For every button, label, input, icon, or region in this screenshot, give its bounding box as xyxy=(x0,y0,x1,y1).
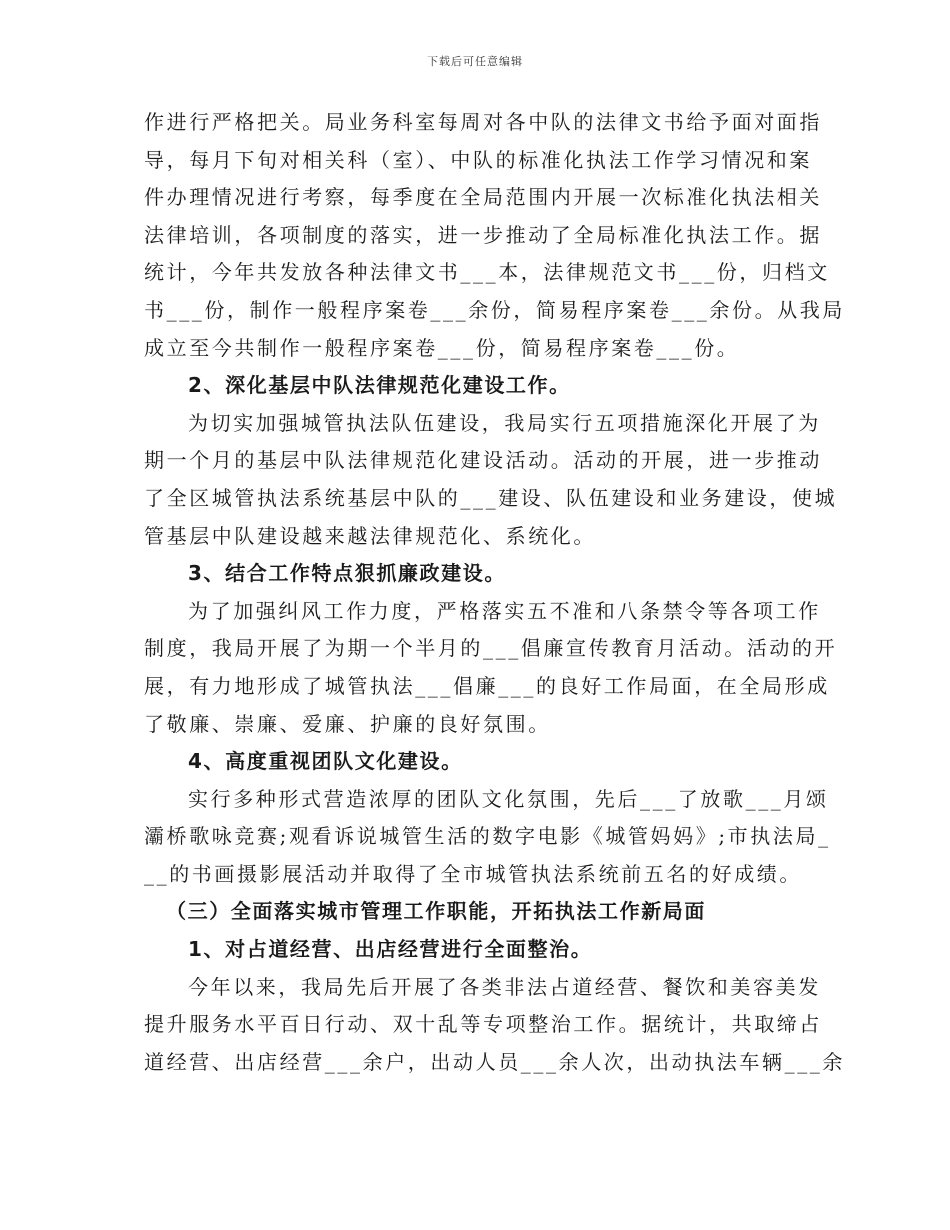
body-line: 期一个月的基层中队法律规范化建设活动。活动的开展，进一步推动 xyxy=(144,448,822,473)
body-line: 作进行严格把关。局业务科室每周对各中队的法律文书给予面对面指 xyxy=(144,110,822,134)
page-header: 下载后可任意编辑 xyxy=(427,55,523,68)
section-heading: 2、深化基层中队法律规范化建设工作。 xyxy=(188,373,571,398)
body-line: 为了加强纠风工作力度，严格落实五不准和八条禁令等各项工作 xyxy=(188,598,821,623)
body-line: 今年以来，我局先后开展了各类非法占道经营、餐饮和美容美发 xyxy=(188,974,821,999)
body-line: 统计，今年共发放各种法律文书___本，法律规范文书___份，归档文 xyxy=(144,260,830,285)
body-line: 灞桥歌咏竞赛;观看诉说城管生活的数字电影《城管妈妈》;市执法局_ xyxy=(144,824,831,849)
body-line: 成立至今共制作一般程序案卷___份，简易程序案卷___份。 xyxy=(144,335,740,360)
body-line: 法律培训，各项制度的落实，进一步推动了全局标准化执法工作。据 xyxy=(144,222,822,247)
section-heading: 4、高度重视团队文化建设。 xyxy=(188,749,463,774)
document-body xyxy=(144,104,845,1081)
body-line: 为切实加强城管执法队伍建设，我局实行五项措施深化开展了为 xyxy=(188,410,821,435)
body-line: 了全区城管执法系统基层中队的___建设、队伍建设和业务建设，使城 xyxy=(144,485,838,510)
body-line: 书___份，制作一般程序案卷___余份，简易程序案卷___余份。从我局 xyxy=(144,297,845,322)
body-line: 实行多种形式营造浓厚的团队文化氛围，先后___了放歌___月颂 xyxy=(188,786,829,811)
body-line: 展，有力地形成了城管执法___倡廉___的良好工作局面，在全局形成 xyxy=(144,673,830,698)
body-line: 件办理情况进行考察，每季度在全局范围内开展一次标准化执法相关 xyxy=(144,185,822,210)
body-line: 制度，我局开展了为期一个半月的___倡廉宣传教育月活动。活动的开 xyxy=(144,636,838,661)
body-line: 道经营、出店经营___余户，出动人员___余人次，出动执法车辆___余 xyxy=(144,1049,845,1074)
body-line: 管基层中队建设越来越法律规范化、系统化。 xyxy=(144,523,596,548)
section-heading: 3、结合工作特点狠抓廉政建设。 xyxy=(188,561,506,586)
section-heading: 1、对占道经营、出店经营进行全面整治。 xyxy=(188,937,593,962)
body-line: 提升服务水平百日行动、双十乱等专项整治工作。据统计，共取缔占 xyxy=(144,1012,822,1037)
chapter-heading: （三）全面落实城市管理工作职能，开拓执法工作新局面 xyxy=(166,899,706,924)
body-line: __的书画摄影展活动并取得了全市城管执法系统前五名的好成绩。 xyxy=(144,861,802,886)
body-line: 了敬廉、崇廉、爱廉、护廉的良好氛围。 xyxy=(144,711,551,736)
body-line: 导，每月下旬对相关科（室）、中队的标准化执法工作学习情况和案 xyxy=(144,147,812,172)
